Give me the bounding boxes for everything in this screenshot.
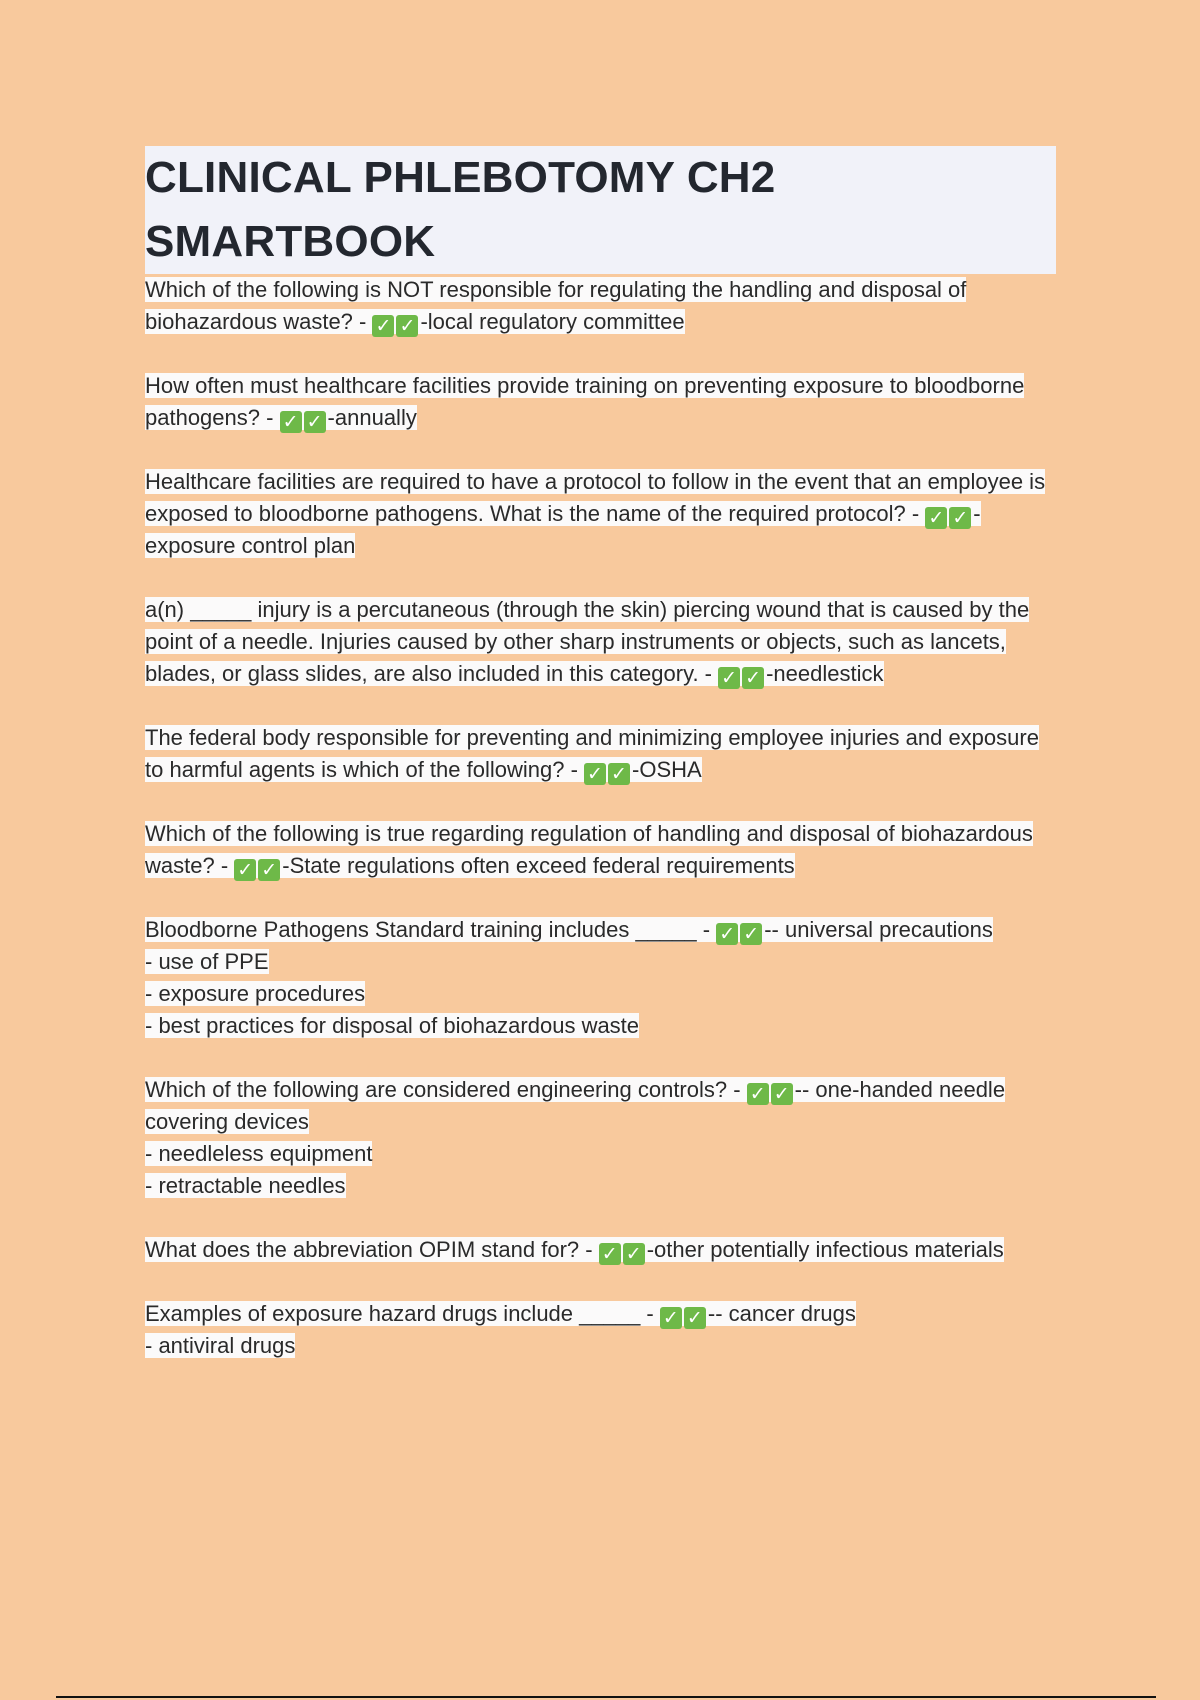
qa-item [145, 594, 1056, 690]
qa-text [145, 597, 1030, 689]
question-text: Bloodborne Pathogens Standard training includes _____ - [145, 917, 717, 942]
qa-item [145, 1298, 1056, 1362]
question-text: Examples of exposure hazard drugs include _____ - [145, 1301, 660, 1326]
answer-text: -other potentially infectious materials [646, 1237, 1004, 1262]
qa-text [145, 725, 1039, 785]
checkmark-icon: ✓ [660, 1307, 682, 1329]
question-text: What does the abbreviation OPIM stand for? - [145, 1237, 599, 1262]
checkmark-icon: ✓ [771, 1083, 793, 1105]
answer-text: -- one-handed needle covering devices - needleless equipment - retractable needles [145, 1077, 1006, 1198]
checkmark-icon: ✓ [599, 1243, 621, 1265]
checkmark-icon: ✓ [740, 923, 762, 945]
question-text: Which of the following is true regarding regulation of handling and disposal of biohazardous waste? - [145, 821, 1033, 878]
checkmark-icon: ✓ [608, 763, 630, 785]
checkmark-icon: ✓ [258, 859, 280, 881]
answer-text: -OSHA [632, 757, 702, 782]
checkmark-icon: ✓ [234, 859, 256, 881]
checkmark-icon: ✓ [718, 667, 740, 689]
checkmark-icon: ✓ [949, 507, 971, 529]
qa-text [145, 469, 1045, 558]
answer-text: -needlestick [766, 661, 884, 686]
qa-item [145, 466, 1056, 562]
checkmark-icon: ✓ [623, 1243, 645, 1265]
qa-text [145, 277, 967, 337]
checkmark-icon: ✓ [304, 411, 326, 433]
checkmark-icon: ✓ [584, 763, 606, 785]
qa-text [145, 373, 1025, 433]
title-line-2: SMARTBOOK [145, 217, 436, 266]
question-text: Which of the following is NOT responsible for regulating the handling and disposal of biohazardous waste? - [145, 277, 967, 334]
title-line-1: CLINICAL PHLEBOTOMY CH2 [145, 153, 776, 202]
question-text: Healthcare facilities are required to have a protocol to follow in the event that an employee is exposed to bloodborne pathogens. What is the name of the required protocol? - [145, 469, 1046, 526]
question-text: a(n) _____ injury is a percutaneous (through the skin) piercing wound that is caused by the point of a needle. Injuries caused by other sharp instruments or objects, such as lancets, blades, or glass slides, are also included in this category. - [145, 597, 1030, 686]
footer-divider [56, 1696, 1156, 1698]
qa-item [145, 1074, 1056, 1202]
checkmark-icon: ✓ [280, 411, 302, 433]
checkmark-icon: ✓ [716, 923, 738, 945]
qa-list [145, 274, 1056, 1362]
qa-item [145, 914, 1056, 1042]
qa-item [145, 274, 1056, 338]
answer-text: -annually [327, 405, 417, 430]
answer-text: -- universal precautions - use of PPE - exposure procedures - best practices for disposal of biohazardous waste [145, 917, 993, 1038]
title-block [145, 146, 1056, 274]
answer-text: -local regulatory committee [420, 309, 685, 334]
question-text: How often must healthcare facilities provide training on preventing exposure to bloodborne pathogens? - [145, 373, 1025, 430]
answer-text: -State regulations often exceed federal requirements [282, 853, 795, 878]
answer-text: -exposure control plan [145, 501, 981, 558]
checkmark-icon: ✓ [372, 315, 394, 337]
qa-item [145, 722, 1056, 786]
qa-text [145, 1237, 1004, 1265]
document-body [145, 146, 1056, 1394]
checkmark-icon: ✓ [396, 315, 418, 337]
qa-item [145, 1234, 1056, 1266]
question-text: The federal body responsible for preventing and minimizing employee injuries and exposure to harmful agents is which of the following? - [145, 725, 1039, 782]
checkmark-icon: ✓ [684, 1307, 706, 1329]
qa-text [145, 1301, 856, 1358]
qa-text [145, 821, 1033, 881]
answer-text: -- cancer drugs - antiviral drugs [145, 1301, 856, 1358]
page-title [145, 146, 1056, 274]
checkmark-icon: ✓ [747, 1083, 769, 1105]
qa-item [145, 370, 1056, 434]
qa-item [145, 818, 1056, 882]
checkmark-icon: ✓ [925, 507, 947, 529]
qa-text [145, 1077, 1005, 1198]
checkmark-icon: ✓ [742, 667, 764, 689]
qa-text [145, 917, 993, 1038]
question-text: Which of the following are considered engineering controls? - [145, 1077, 747, 1102]
